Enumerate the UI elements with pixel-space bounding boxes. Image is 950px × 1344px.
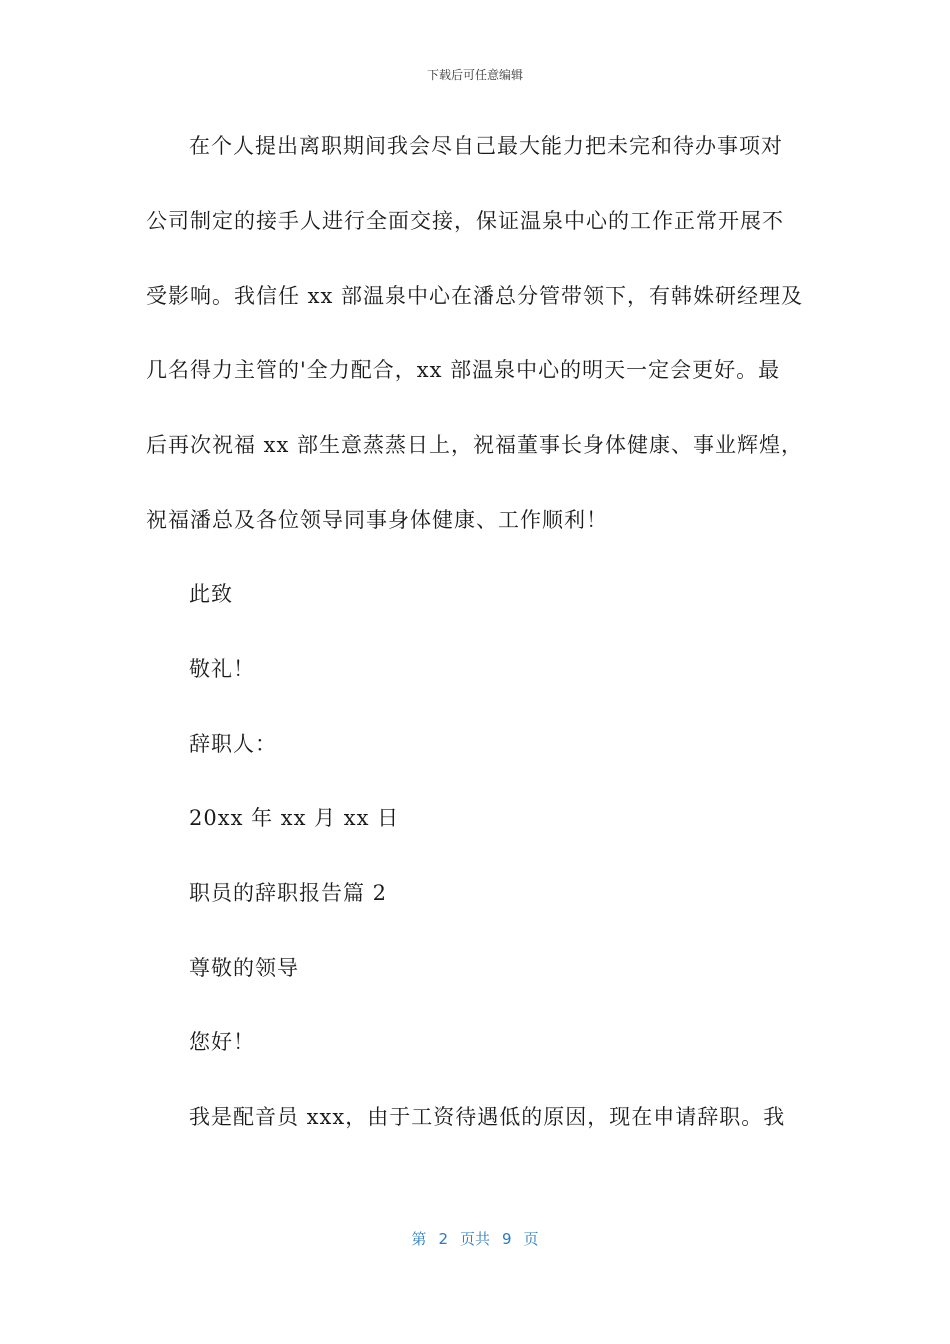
paragraph-line: 我是配音员 xxx，由于工资待遇低的原因，现在申请辞职。我 [189, 1105, 786, 1129]
closing-salutation: 此致 [189, 582, 233, 606]
header-note: 下载后可任意编辑 [426, 68, 523, 82]
paragraph-line: 公司制定的接手人进行全面交接，保证温泉中心的工作正常开展不 [146, 209, 784, 233]
closing-regards: 敬礼！ [189, 657, 255, 681]
section-title: 职员的辞职报告篇 2 [189, 881, 388, 905]
greeting-line: 尊敬的领导 [189, 956, 299, 980]
page-number-footer [0, 1228, 950, 1249]
signatory-label: 辞职人： [189, 732, 277, 756]
footer-middle: 页共 [459, 1230, 490, 1248]
footer-current-page: 2 [438, 1230, 448, 1248]
paragraph-line: 在个人提出离职期间我会尽自己最大能力把未完和待办事项对 [189, 134, 783, 158]
footer-prefix: 第 [411, 1230, 427, 1248]
date-line: 20xx 年 xx 月 xx 日 [189, 806, 400, 830]
paragraph-line: 受影响。我信任 xx 部温泉中心在潘总分管带领下，有韩姝研经理及 [146, 284, 804, 308]
footer-total-pages: 9 [502, 1230, 512, 1248]
greeting-hello: 您好！ [189, 1030, 255, 1054]
footer-suffix: 页 [523, 1230, 539, 1248]
paragraph-line: 后再次祝福 xx 部生意蒸蒸日上，祝福董事长身体健康、事业辉煌， [146, 433, 804, 457]
paragraph-line: 几名得力主管的'全力配合，xx 部温泉中心的明天一定会更好。最 [146, 358, 781, 382]
paragraph-line: 祝福潘总及各位领导同事身体健康、工作顺利！ [146, 508, 608, 532]
